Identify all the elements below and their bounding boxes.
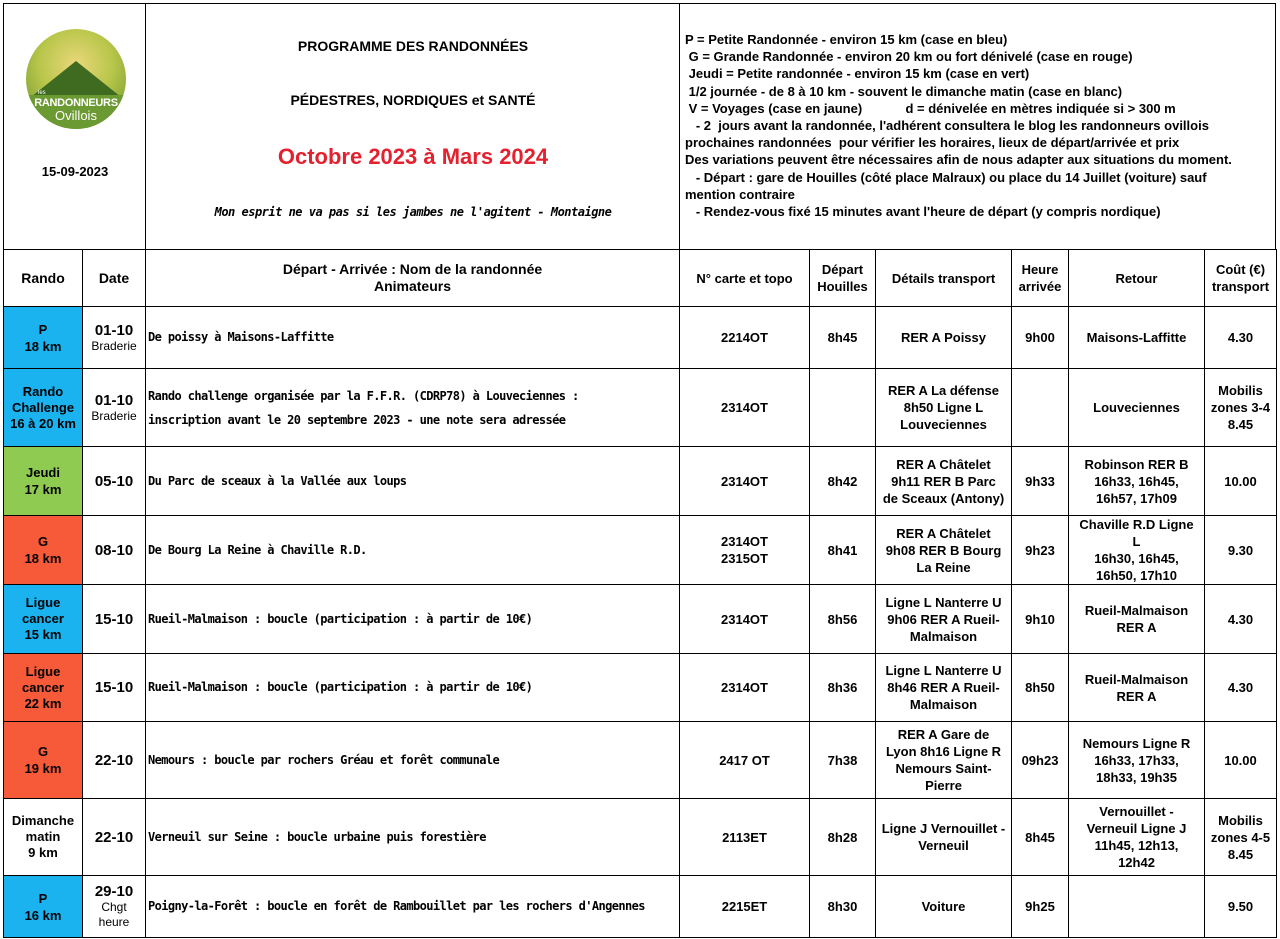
- col-name-line1: Départ - Arrivée : Nom de la randonnée: [282, 261, 543, 277]
- cell-heure: 9h10: [1012, 585, 1069, 654]
- cell-hike-name: [146, 516, 680, 585]
- cell-transport: [876, 799, 1012, 876]
- cell-transport: [876, 876, 1012, 938]
- col-retour: Retour: [1069, 250, 1205, 307]
- hike-name-line: Du Parc de sceaux à la Vallée aux loups: [148, 473, 407, 488]
- cell-retour: [1069, 585, 1205, 654]
- rando-line: G: [37, 744, 49, 759]
- program-table: [3, 249, 1277, 938]
- cell-date: [83, 585, 146, 654]
- date-value: 15-10: [94, 679, 134, 696]
- rando-line: P: [38, 321, 48, 337]
- cell-cout: [1205, 799, 1277, 876]
- cell-rando: [4, 516, 83, 585]
- col-carte: N° carte et topo: [680, 250, 810, 307]
- rando-line: 18 km: [24, 338, 62, 354]
- table-row: [4, 369, 1277, 447]
- rando-line: 19 km: [24, 761, 62, 776]
- cell-carte-line: 2113ET: [722, 829, 767, 845]
- table-row: [4, 447, 1277, 516]
- cell-retour: [1069, 369, 1205, 447]
- table-row: [4, 876, 1277, 938]
- cell-transport-line: 8h46 RER A Rueil-: [887, 680, 1000, 695]
- cell-transport: [876, 722, 1012, 799]
- date-value: 01-10: [94, 391, 134, 409]
- cell-cout: [1205, 307, 1277, 369]
- cell-carte-line: 2314OT: [721, 534, 768, 549]
- quote: Mon esprit ne va pas si les jambes ne l'agitent - Montaigne: [214, 205, 612, 219]
- cell-rando: [4, 876, 83, 938]
- rando-line: 16 à 20 km: [10, 415, 76, 431]
- cell-retour: [1069, 516, 1205, 585]
- date-note: Braderie: [91, 408, 137, 423]
- cell-rando: [4, 722, 83, 799]
- cell-transport-line: RER A Gare de: [897, 727, 990, 742]
- rando-line: P: [38, 890, 48, 906]
- cell-transport-line: 9h08 RER B Bourg: [885, 542, 1002, 558]
- cell-hike-name: [146, 307, 680, 369]
- cell-cout-line: 10.00: [1224, 473, 1257, 489]
- cell-rando: [4, 585, 83, 654]
- club-logo: [26, 29, 126, 129]
- legend-line: G = Grande Randonnée - environ 20 km ou fort dénivelé (case en rouge): [685, 49, 1133, 65]
- rando-line: Ligue: [25, 663, 61, 679]
- cell-retour-line: Rueil-Malmaison: [1084, 603, 1189, 618]
- cell-carte-line: 2315OT: [721, 551, 768, 566]
- cell-carte-line: 2215ET: [721, 899, 768, 914]
- legend-cell: [680, 4, 1276, 249]
- hike-name-line: Poigny-la-Forêt : boucle en forêt de Rambouillet par les rochers d'Angennes: [148, 899, 645, 913]
- cell-cout-line: 10.00: [1224, 752, 1257, 768]
- cell-depart: 7h38: [810, 722, 876, 799]
- table-row: [4, 307, 1277, 369]
- cell-retour-line: 11h45, 12h13,: [1094, 838, 1179, 853]
- col-date: Date: [83, 250, 146, 307]
- legend-line: - Départ : gare de Houilles (côté place Malraux) ou place du 14 Juillet (voiture) sauf: [685, 169, 1207, 185]
- header-block: [3, 3, 1276, 250]
- cell-retour-line: 18h33, 19h35: [1096, 769, 1177, 785]
- cell-retour-line: Rueil-Malmaison: [1084, 671, 1189, 687]
- cell-transport: [876, 369, 1012, 447]
- hike-name-line: Rando challenge organisée par la F.F.R. (CDRP78) à Louveciennes :: [148, 388, 579, 403]
- col-name: [146, 250, 680, 307]
- legend-line: Des variations peuvent être nécessaires afin de nous adapter aux situations du moment.: [685, 152, 1232, 168]
- cell-retour-line: Nemours Ligne R: [1082, 735, 1191, 751]
- cell-cout: [1205, 585, 1277, 654]
- cell-carte: [680, 585, 810, 654]
- cell-cout: [1205, 516, 1277, 585]
- cell-date: [83, 307, 146, 369]
- rando-line: Jeudi: [26, 465, 60, 480]
- col-name-line2: Animateurs: [373, 278, 452, 294]
- cell-cout-line: 4.30: [1227, 611, 1254, 627]
- cell-carte-line: 2214OT: [721, 330, 768, 345]
- cell-cout-line: 8.45: [1227, 846, 1254, 862]
- cell-retour-line: 16h33, 17h33,: [1094, 752, 1179, 768]
- cell-heure: 9h33: [1012, 447, 1069, 516]
- cell-retour: [1069, 722, 1205, 799]
- legend-line: mention contraire: [685, 186, 795, 202]
- cell-date: [83, 876, 146, 938]
- cell-cout-line: zones 4-5: [1210, 829, 1271, 845]
- header-title-cell: [146, 4, 680, 249]
- col-rando: Rando: [4, 250, 83, 307]
- hike-name-line: Nemours : boucle par rochers Gréau et forêt communale: [148, 752, 500, 767]
- cell-carte: [680, 654, 810, 722]
- cell-transport-line: RER A Châtelet: [896, 456, 991, 472]
- cell-heure: 9h00: [1012, 307, 1069, 369]
- cell-heure: 9h23: [1012, 516, 1069, 585]
- legend-line: 1/2 journée - de 8 à 10 km - souvent le dimanche matin (case en blanc): [685, 83, 1123, 99]
- cell-retour-line: 12h42: [1118, 855, 1155, 870]
- cell-date: [83, 369, 146, 447]
- table-row: [4, 654, 1277, 722]
- hike-name-line: Rueil-Malmaison : boucle (participation : à partir de 10€): [148, 611, 533, 626]
- date-note: Braderie: [91, 338, 137, 353]
- cell-retour-line: 16h30, 16h45,: [1094, 551, 1179, 566]
- table-row: [4, 799, 1277, 876]
- cell-cout-line: 4.30: [1227, 680, 1254, 695]
- legend-line: prochaines randonnées pour vérifier les horaires, lieux de départ/arrivée et prix: [685, 135, 1180, 151]
- cell-transport-line: RER A Poissy: [900, 330, 986, 345]
- cell-retour-line: Robinson RER B: [1084, 456, 1189, 472]
- cell-date: [83, 447, 146, 516]
- cell-transport-line: Malmaison: [909, 628, 978, 644]
- cell-heure: 09h23: [1012, 722, 1069, 799]
- date-value: 15-10: [94, 610, 134, 628]
- cell-transport-line: 9h06 RER A Rueil-: [887, 611, 1000, 627]
- rando-line: 22 km: [24, 695, 62, 711]
- col-heure-line1: Heure: [1021, 262, 1059, 277]
- cell-rando: [4, 307, 83, 369]
- cell-transport: [876, 307, 1012, 369]
- title-line1: PROGRAMME DES RANDONNÉES: [297, 38, 529, 54]
- cell-transport-line: Verneuil: [918, 838, 969, 853]
- col-cout: [1205, 250, 1277, 307]
- legend-line: V = Voyages (case en jaune) d = dénivelée en mètres indiquée si > 300 m: [685, 100, 1176, 116]
- cell-date: [83, 799, 146, 876]
- cell-carte-line: 2314OT: [721, 611, 768, 627]
- cell-retour-line: Verneuil Ligne J: [1086, 821, 1187, 836]
- table-row: [4, 722, 1277, 799]
- rando-line: 17 km: [24, 482, 62, 497]
- col-cout-line2: transport: [1211, 279, 1270, 294]
- cell-depart: 8h30: [810, 876, 876, 938]
- rando-line: G: [37, 534, 49, 549]
- rando-line: Dimanche: [11, 813, 75, 828]
- col-depart: [810, 250, 876, 307]
- rando-line: Rando: [22, 383, 64, 399]
- legend-line: - Rendez-vous fixé 15 minutes avant l'heure de départ (y compris nordique): [685, 204, 1161, 220]
- cell-heure: 9h25: [1012, 876, 1069, 938]
- col-transport: Détails transport: [876, 250, 1012, 307]
- cell-retour: [1069, 799, 1205, 876]
- cell-retour-line: 16h33, 16h45,: [1094, 473, 1179, 489]
- cell-retour-line: 16h50, 17h10: [1096, 568, 1177, 583]
- hike-name-line: De Bourg La Reine à Chaville R.D.: [148, 542, 367, 557]
- cell-retour-line: Chaville R.D Ligne: [1079, 517, 1194, 532]
- cell-rando: [4, 369, 83, 447]
- rando-line: 15 km: [24, 627, 62, 642]
- cell-retour: [1069, 307, 1205, 369]
- rando-line: cancer: [22, 679, 64, 695]
- cell-cout-line: zones 3-4: [1210, 400, 1271, 415]
- cell-carte-line: 2314OT: [721, 680, 768, 695]
- rando-line: matin: [25, 829, 61, 844]
- header-left-cell: [4, 4, 146, 249]
- cell-cout-line: 8.45: [1227, 417, 1254, 432]
- cell-depart: 8h41: [810, 516, 876, 585]
- cell-carte-line: 2314OT: [721, 400, 768, 415]
- cell-rando: [4, 799, 83, 876]
- cell-transport: [876, 516, 1012, 585]
- table-header-row: [4, 250, 1277, 307]
- cell-hike-name: [146, 585, 680, 654]
- date-note: heure: [98, 915, 130, 929]
- cell-retour-line: RER A: [1116, 688, 1157, 704]
- cell-rando: [4, 447, 83, 516]
- cell-hike-name: [146, 722, 680, 799]
- col-cout-line1: Coût (€): [1215, 262, 1266, 277]
- cell-cout: [1205, 722, 1277, 799]
- cell-transport-line: Lyon 8h16 Ligne R: [885, 744, 1002, 759]
- date-value: 29-10: [94, 883, 134, 900]
- cell-retour-line: L: [1132, 534, 1141, 549]
- cell-cout: [1205, 876, 1277, 938]
- cell-transport: [876, 585, 1012, 654]
- legend-line: Jeudi = Petite randonnée - environ 15 km (case en vert): [685, 66, 1030, 82]
- cell-date: [83, 516, 146, 585]
- cell-retour-line: Louveciennes: [1093, 400, 1180, 415]
- cell-carte: [680, 722, 810, 799]
- cell-cout-line: Mobilis: [1218, 383, 1263, 398]
- cell-heure: 8h45: [1012, 799, 1069, 876]
- cell-hike-name: [146, 799, 680, 876]
- cell-cout-line: 9.30: [1227, 542, 1254, 558]
- cell-transport-line: Ligne L Nanterre U: [885, 594, 1002, 610]
- cell-carte-line: 2314OT: [721, 473, 768, 489]
- legend-line: - 2 jours avant la randonnée, l'adhérent consultera le blog les randonneurs ovillois: [685, 118, 1209, 134]
- cell-carte: [680, 876, 810, 938]
- cell-retour-line: 16h57, 17h09: [1096, 490, 1177, 506]
- col-heure-line2: arrivée: [1018, 279, 1062, 294]
- legend-line: P = Petite Randonnée - environ 15 km (case en bleu): [685, 32, 1008, 47]
- rando-line: 16 km: [24, 907, 62, 923]
- cell-cout: [1205, 447, 1277, 516]
- cell-hike-name: [146, 876, 680, 938]
- date-value: 22-10: [94, 751, 134, 769]
- cell-depart: 8h56: [810, 585, 876, 654]
- cell-retour-line: Maisons-Laffitte: [1086, 330, 1187, 345]
- cell-cout-line: Mobilis: [1218, 812, 1263, 828]
- cell-depart: 8h42: [810, 447, 876, 516]
- cell-transport-line: Voiture: [921, 899, 966, 914]
- cell-hike-name: [146, 369, 680, 447]
- cell-transport-line: de Sceaux (Antony): [882, 490, 1005, 506]
- cell-retour-line: Vernouillet -: [1099, 804, 1174, 819]
- cell-carte: [680, 307, 810, 369]
- cell-transport: [876, 654, 1012, 722]
- hike-name-line: Rueil-Malmaison : boucle (participation : à partir de 10€): [148, 680, 533, 694]
- hike-name-line: Verneuil sur Seine : boucle urbaine puis forestière: [148, 829, 486, 844]
- rando-line: Ligue: [25, 595, 61, 610]
- cell-retour: [1069, 654, 1205, 722]
- cell-carte: [680, 516, 810, 585]
- cell-depart: [810, 369, 876, 447]
- cell-cout-line: 9.50: [1227, 899, 1254, 914]
- cell-cout: [1205, 654, 1277, 722]
- cell-rando: [4, 654, 83, 722]
- cell-transport-line: RER A Châtelet: [896, 525, 991, 541]
- table-row: [4, 585, 1277, 654]
- date-value: 22-10: [94, 828, 134, 846]
- logo-line1: RANDONNEURS: [34, 97, 118, 109]
- cell-transport: [876, 447, 1012, 516]
- date-value: 05-10: [94, 472, 134, 490]
- cell-cout-line: 4.30: [1227, 330, 1254, 345]
- cell-transport-line: Ligne L Nanterre U: [885, 663, 1002, 678]
- cell-transport-line: 8h50 Ligne L: [903, 400, 984, 415]
- date-note: Chgt: [101, 900, 127, 914]
- rando-line: 18 km: [24, 551, 62, 566]
- cell-hike-name: [146, 447, 680, 516]
- col-depart-line2: Houilles: [817, 279, 868, 294]
- cell-carte-line: 2417 OT: [719, 752, 770, 768]
- cell-date: [83, 654, 146, 722]
- rando-line: cancer: [22, 611, 64, 626]
- cell-carte: [680, 369, 810, 447]
- cell-transport-line: La Reine: [916, 559, 971, 575]
- cell-transport-line: Nemours Saint-: [895, 761, 992, 776]
- cell-transport-line: 9h11 RER B Parc: [891, 473, 996, 489]
- hike-name-line: inscription avant le 20 septembre 2023 - une note sera adressée: [148, 412, 566, 427]
- date-value: 01-10: [94, 321, 134, 339]
- cell-heure: 8h50: [1012, 654, 1069, 722]
- col-heure: [1012, 250, 1069, 307]
- cell-retour-line: RER A: [1116, 620, 1157, 635]
- cell-carte: [680, 447, 810, 516]
- cell-depart: 8h28: [810, 799, 876, 876]
- cell-transport-line: Malmaison: [909, 697, 978, 712]
- document-date: 15-09-2023: [41, 164, 109, 179]
- cell-retour: [1069, 447, 1205, 516]
- title-line2: PÉDESTRES, NORDIQUES et SANTÉ: [290, 92, 536, 108]
- cell-depart: 8h36: [810, 654, 876, 722]
- cell-date: [83, 722, 146, 799]
- cell-depart: 8h45: [810, 307, 876, 369]
- rando-line: 9 km: [28, 845, 58, 860]
- logo-line2: Ovillois: [55, 108, 97, 123]
- table-body: [4, 307, 1277, 938]
- logo-small-text: les: [38, 90, 46, 96]
- cell-retour: [1069, 876, 1205, 938]
- hike-name-line: De poissy à Maisons-Laffitte: [148, 330, 334, 344]
- cell-hike-name: [146, 654, 680, 722]
- cell-transport-line: RER A La défense: [887, 383, 999, 398]
- table-row: [4, 516, 1277, 585]
- cell-heure: [1012, 369, 1069, 447]
- period-title: Octobre 2023 à Mars 2024: [277, 144, 549, 169]
- date-value: 08-10: [94, 541, 134, 559]
- col-depart-line1: Départ: [821, 262, 864, 277]
- cell-carte: [680, 799, 810, 876]
- cell-transport-line: Ligne J Vernouillet -: [881, 821, 1006, 836]
- cell-transport-line: Louveciennes: [900, 417, 987, 432]
- cell-cout: [1205, 369, 1277, 447]
- cell-transport-line: Pierre: [925, 778, 962, 793]
- rando-line: Challenge: [11, 399, 75, 415]
